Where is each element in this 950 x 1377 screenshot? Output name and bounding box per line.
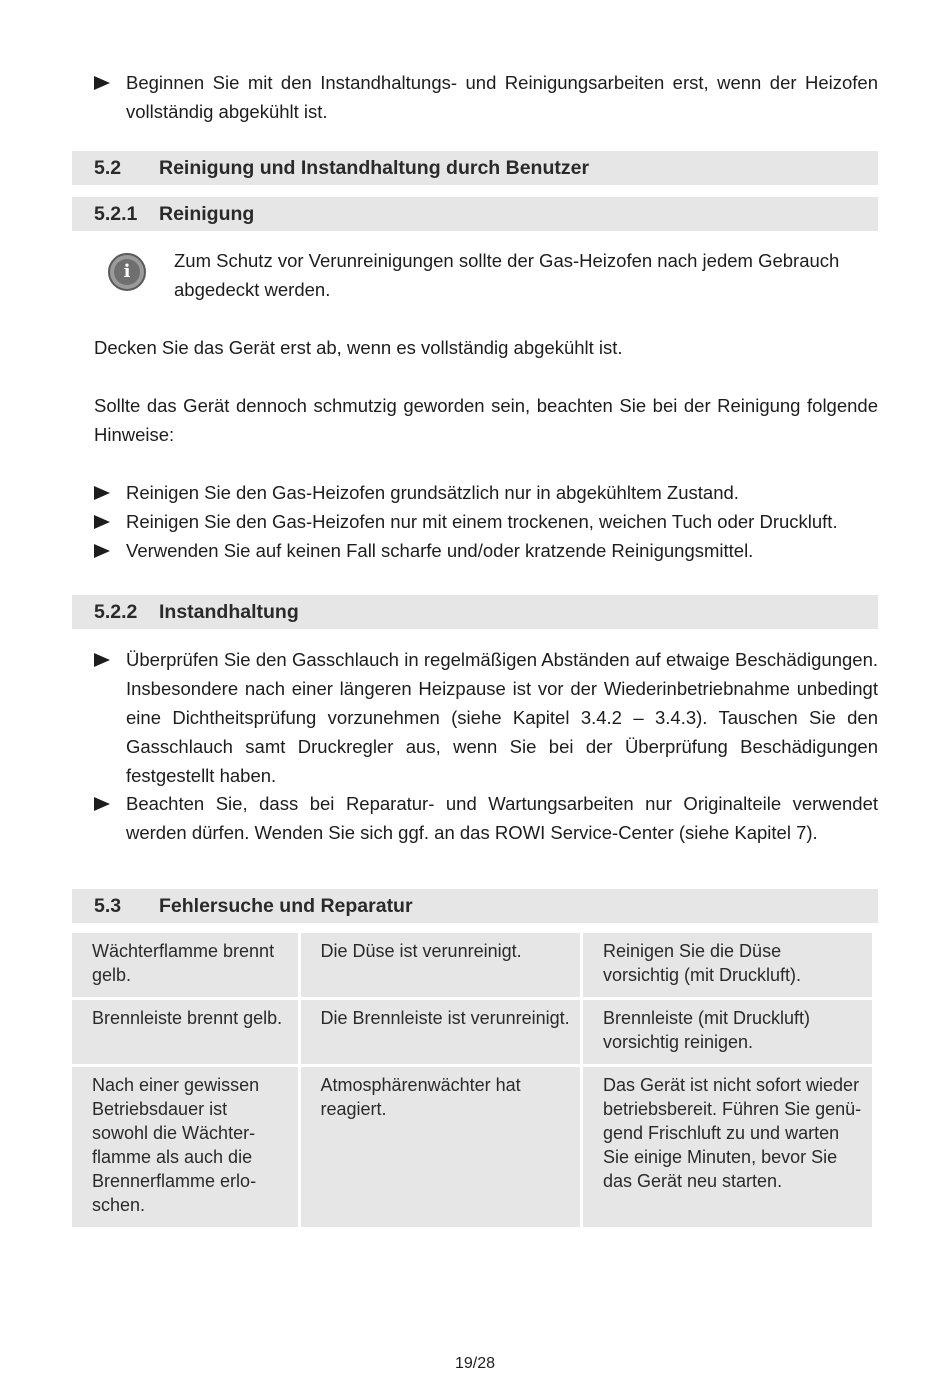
bullet-arrow-icon (94, 797, 110, 811)
section-title: Instandhaltung (159, 601, 299, 623)
bullet-text: Reinigen Sie den Gas-Heizofen grundsätzlich nur in abgekühltem Zustand. (126, 482, 739, 503)
maintenance-bullet (94, 789, 878, 847)
section-heading-5-2-1 (72, 197, 878, 231)
table-cell-cause: Atmosphärenwächter hat reagiert. (301, 1067, 580, 1227)
section-heading-5-2-2 (72, 595, 878, 629)
section-title: Fehlersuche und Reparatur (159, 895, 413, 917)
section-heading-5-2 (72, 151, 878, 185)
table-cell-symptom: Brennleiste brennt gelb. (72, 1000, 298, 1064)
intro-bullet (94, 68, 878, 126)
info-icon-glyph: i (114, 259, 140, 285)
table-row (72, 1000, 872, 1064)
bullet-arrow-icon (94, 76, 110, 90)
table-row (72, 933, 872, 997)
section-title: Reinigung und Instandhaltung durch Benutzer (159, 157, 590, 179)
table-cell-symptom: Wächterflamme brennt gelb. (72, 933, 298, 997)
section-number: 5.2.1 (94, 203, 138, 225)
section-number: 5.3 (94, 895, 122, 917)
table-cell-symptom: Nach einer gewissen Betriebsdauer ist sowohl die Wächterflamme als auch die Brennerflamme erloschen. (72, 1067, 298, 1227)
bullet-text: Überprüfen Sie den Gasschlauch in regelmäßigen Abständen auf etwaige Beschädigungen. Insbesondere nach einer längeren Heizpause ist vor der Wiederinbetriebnahme unbedingt eine Dichtheitsprüfung vorzunehmen (siehe Kapitel 3.4.2 – 3.4.3). Tauschen Sie den Gasschlauch samt Druckregler aus, wenn Sie bei der Überprüfung Beschädigungen festgestellt haben. (126, 649, 878, 786)
bullet-text: Beachten Sie, dass bei Reparatur- und Wartungsarbeiten nur Originalteile verwendet werden dürfen. Wenden Sie sich ggf. an das ROWI Service-Center (siehe Kapitel 7). (126, 793, 878, 843)
bullet-text: Beginnen Sie mit den Instandhaltungs- und Reinigungsarbeiten erst, wenn der Heizofen vollständig abgekühlt ist. (126, 72, 878, 122)
paragraph-dirty: Sollte das Gerät dennoch schmutzig geworden sein, beachten Sie bei der Reinigung folgende Hinweise: (94, 395, 878, 445)
section-number: 5.2 (94, 157, 122, 179)
page-number: 19/28 (454, 1355, 496, 1372)
table-cell-cause: Die Brennleiste ist verunreinigt. (301, 1000, 580, 1064)
bullet-text: Verwenden Sie auf keinen Fall scharfe und/oder kratzende Reinigungsmittel. (126, 540, 754, 561)
section-heading-5-3 (72, 889, 878, 923)
cleaning-bullet (94, 478, 878, 507)
info-note: Zum Schutz vor Verunreinigungen sollte der Gas-Heizofen nach jedem Gebrauch abgedeckt werden. (174, 250, 840, 300)
bullet-arrow-icon (94, 486, 110, 500)
table-cell-remedy: Das Gerät ist nicht sofort wieder betriebsbereit. Führen Sie genügend Frischluft zu und warten Sie einige Minuten, bevor Sie das Gerät neu starten. (583, 1067, 872, 1227)
bullet-arrow-icon (94, 653, 110, 667)
table-cell-remedy: Brennleiste (mit Druckluft) vorsichtig reinigen. (583, 1000, 872, 1064)
bullet-arrow-icon (94, 544, 110, 558)
cleaning-bullet (94, 507, 878, 536)
fault-table (69, 930, 875, 1230)
table-cell-cause: Die Düse ist verunreinigt. (301, 933, 580, 997)
bullet-text: Reinigen Sie den Gas-Heizofen nur mit einem trockenen, weichen Tuch oder Druckluft. (126, 511, 838, 532)
section-number: 5.2.2 (94, 601, 138, 623)
section-title: Reinigung (159, 203, 255, 225)
maintenance-bullet (94, 645, 878, 790)
table-row (72, 1067, 872, 1227)
info-icon (108, 253, 146, 291)
paragraph-cover: Decken Sie das Gerät erst ab, wenn es vollständig abgekühlt ist. (94, 337, 623, 358)
bullet-arrow-icon (94, 515, 110, 529)
table-cell-remedy: Reinigen Sie die Düse vorsichtig (mit Druckluft). (583, 933, 872, 997)
cleaning-bullet (94, 536, 878, 565)
